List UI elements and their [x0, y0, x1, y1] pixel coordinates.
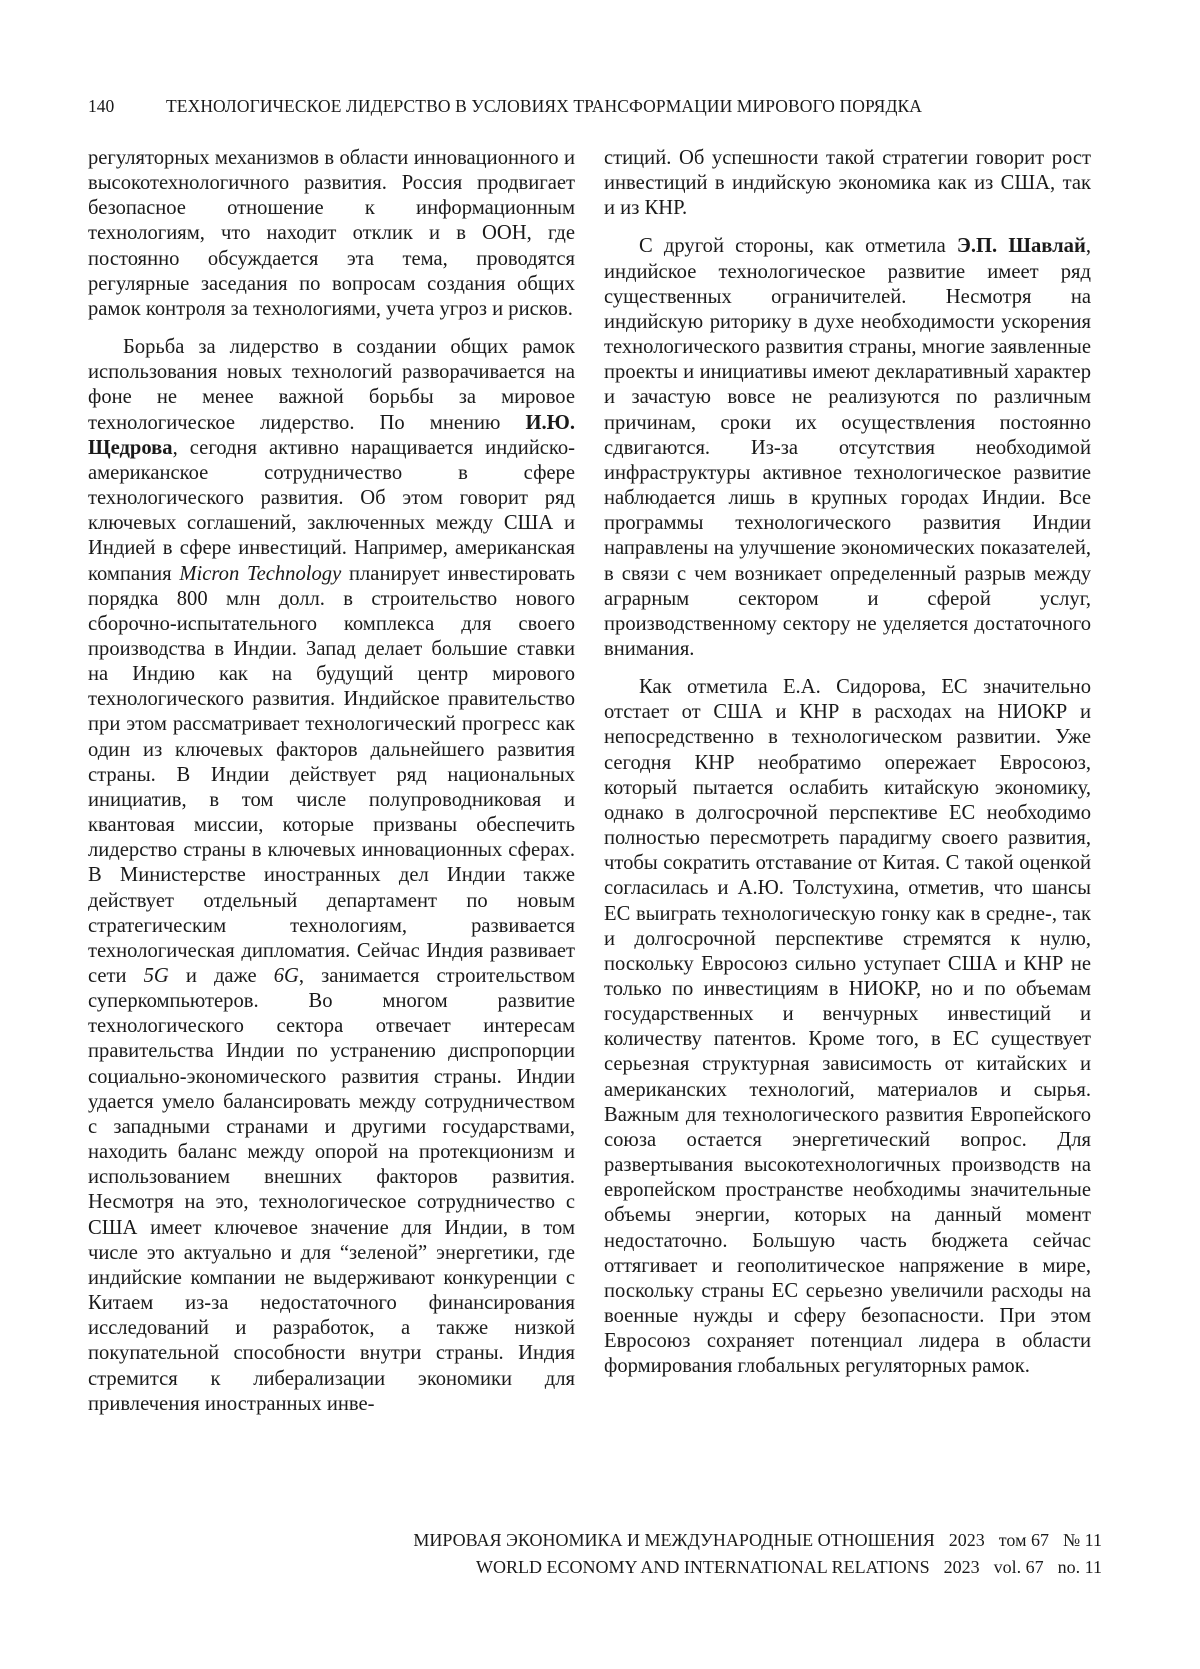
journal-year-ru: 2023: [948, 1530, 985, 1550]
paragraph-text: планирует инвестировать порядка 800 млн долл. в строительство нового сборочно-испытательного комплекса для своего производства в Индии. Запад делает большие ставки на Индию как на будущий центр мирового технологического развития. Индийское правительство при этом рассматривает технологический прогресс как один из ключевых факторов дальнейшего развития страны. В Индии действует ряд национальных инициатив, в том числе полупроводниковая и квантовая миссии, которые призваны обеспечить лидерство страны в ключевых инновационных сферах. В Министерстве иностранных дел Индии также действует отдельный департамент по новым стратегическим технологиям, развивается технологическая дипломатия. Сейчас Индия развивает сети: [88, 562, 575, 987]
paragraph-text: С другой стороны, как отметила: [639, 235, 957, 258]
paragraph: [604, 675, 1091, 1379]
paragraph-text: и даже: [168, 965, 274, 987]
paragraph-text: регуляторных механизмов в области инновационного и высокотехнологичного развития. Россия продвигает безопасное отношение к информационным технологиям, что находит отклик и в ООН, где постоянно обсуждается эта тема, проводятся регулярные заседания по вопросам создания общих рамок контроля за технологиями, учета угроз и рисков.: [88, 147, 575, 320]
page-number: 140: [88, 96, 115, 116]
network-6g: 6G: [273, 965, 299, 987]
left-column: [88, 146, 575, 1430]
paragraph: [88, 335, 575, 1417]
running-title: ТЕХНОЛОГИЧЕСКОЕ ЛИДЕРСТВО В УСЛОВИЯХ ТРАНСФОРМАЦИИ МИРОВОГО ПОРЯДКА: [166, 96, 923, 116]
journal-volume-ru: том 67: [998, 1530, 1049, 1550]
paragraph: [88, 146, 575, 322]
running-head: [88, 96, 1108, 126]
paragraph: [604, 234, 1091, 662]
journal-title-en: WORLD ECONOMY AND INTERNATIONAL RELATIONS: [476, 1557, 930, 1577]
paragraph-text: , сегодня активно наращивается индийско-американское сотрудничество в сфере технологического развития. Об этом говорит ряд ключевых соглашений, заключенных между США и Индией в сфере инвестиций. Например, американская компания: [88, 436, 575, 585]
journal-issue-ru: № 11: [1062, 1530, 1102, 1550]
journal-title-ru: МИРОВАЯ ЭКОНОМИКА И МЕЖДУНАРОДНЫЕ ОТНОШЕНИЯ: [413, 1530, 935, 1550]
paragraph-text: Как отметила Е.А. Сидорова, ЕС значительно отстает от США и КНР в расходах на НИОКР и непосредственно в технологическом развитии. Уже сегодня КНР необратимо опережает Евросоюз, который пытается ослабить китайскую экономику, однако в долгосрочной перспективе ЕС необходимо полностью пересмотреть парадигму своего развития, чтобы сократить отставание от Китая. С такой оценкой согласилась и А.Ю. Толстухина, отметив, что шансы ЕС выиграть технологическую гонку как в средне-, так и долгосрочной перспективе стремятся к нулю, поскольку Евросоюз сильно уступает США и КНР не только по инвестициям в НИОКР, но и по объемам государственных и венчурных инвестиций и количеству патентов. Кроме того, в ЕС существует серьезная структурная зависимость от китайских и американских технологий, материалов и сырья. Важным для технологического развития Европейского союза остается энергетический вопрос. Для развертывания высокотехнологичных производств на европейском пространстве необходимы значительные объемы энергии, которых на данный момент недостаточно. Большую часть бюджета сейчас оттягивает и геополитическое напряжение в мире, поскольку страны ЕС серьезно увеличили расходы на военные нужды и сферу безопасности. При этом Евросоюз сохраняет потенциал лидера в области формирования глобальных регуляторных рамок.: [604, 676, 1091, 1378]
paragraph-text: , индийское технологическое развитие имеет ряд существенных ограничителей. Несмотря на индийскую риторику в духе необходимости ускорения технологического развития страны, многие заявленные проекты и инициативы имеют декларативный характер и зачастую вовсе не реализуются по различным причинам, сроки их осуществления постоянно сдвигаются. Из-за отсутствия необходимой инфраструктуры активное технологическое развитие наблюдается лишь в крупных городах Индии. Все программы технологического развития Индии направлены на улучшение экономических показателей, в связи с чем возникает определенный разрыв между аграрным сектором и сферой услуг, производственному сектору не уделяется достаточного внимания.: [604, 235, 1091, 660]
paragraph: [604, 146, 1091, 221]
paragraph-text: стиций. Об успешности такой стратегии говорит рост инвестиций в индийскую экономика как из США, так и из КНР.: [604, 147, 1091, 220]
journal-year-en: 2023: [943, 1557, 980, 1577]
author-name: И.Ю. Щедрова: [88, 411, 575, 459]
network-5g: 5G: [143, 965, 169, 987]
journal-volume-en: vol. 67: [993, 1557, 1044, 1577]
company-name: Micron Technology: [179, 562, 342, 585]
journal-issue-en: no. 11: [1057, 1557, 1102, 1577]
right-column: [604, 146, 1091, 1393]
author-name: Э.П. Шавлай: [956, 235, 1086, 258]
paragraph-text: , занимается строительством суперкомпьютеров. Во многом развитие технологического сектора отвечает интересам правительства Индии по устранению диспропорции социально-экономического развития страны. Индии удается умело балансировать между сотрудничеством с западными странами и другими государствами, находить баланс между опорой на протекционизм и использованием внешних факторов развития. Несмотря на это, технологическое сотрудничество с США имеет ключевое значение для Индии, в том числе это актуально и для “зеленой” энергетики, где индийские компании не выдерживают конкуренции с Китаем из-за недостаточного финансирования исследований и разработок, а также низкой покупательной способности внутри страны. Индия стремится к либерализации экономики для привлечения иностранных инве-: [88, 965, 576, 1415]
footer-english: [88, 1557, 1102, 1578]
footer-russian: [88, 1530, 1102, 1551]
paragraph-text: Борьба за лидерство в создании общих рамок использования новых технологий разворачивается на фоне не менее важной борьбы за мировое технологическое лидерство. По мнению: [88, 336, 575, 434]
